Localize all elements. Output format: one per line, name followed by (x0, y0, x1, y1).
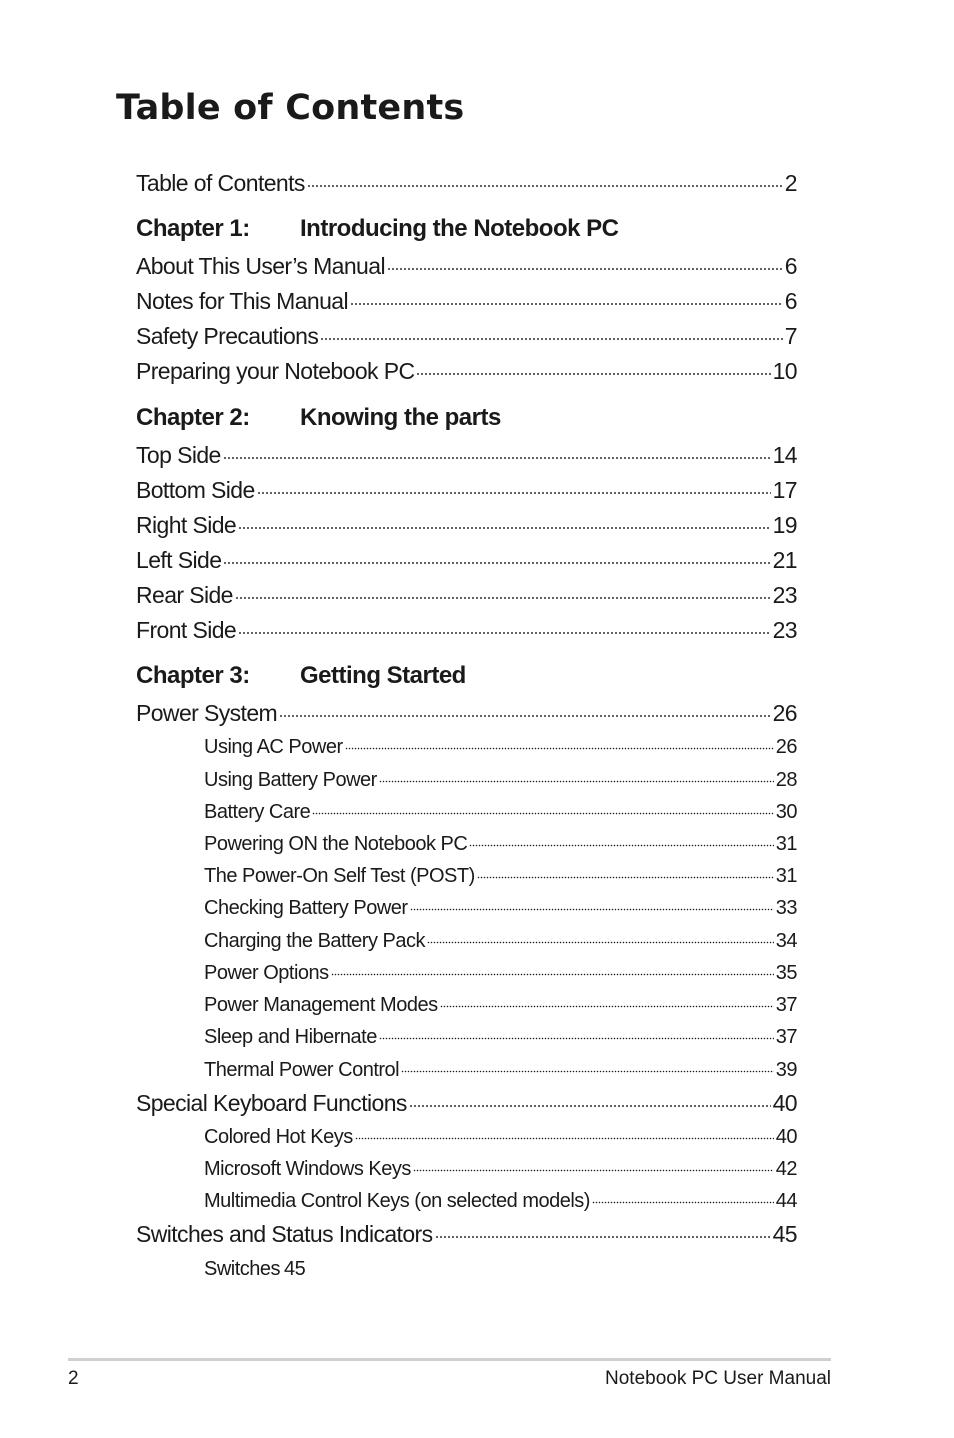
toc-subentry-label: Checking Battery Power (204, 897, 408, 919)
toc-subentry-page: 31 (775, 833, 797, 855)
toc-subentry-page: 34 (775, 930, 797, 952)
toc-entry-label: About This User’s Manual (136, 253, 385, 279)
toc-subentry[interactable] (204, 994, 797, 1017)
toc-entry-page: 19 (772, 512, 797, 538)
toc-subentry[interactable] (204, 1126, 797, 1149)
dot-leader (440, 1005, 774, 1008)
chapter-name: Getting Started (300, 662, 466, 689)
chapter-2-heading[interactable] (136, 404, 501, 432)
footer-page-number: 2 (68, 1368, 79, 1389)
chapter-name: Knowing the parts (300, 404, 501, 431)
chapter-name: Introducing the Notebook PC (300, 215, 619, 242)
toc-entry[interactable] (136, 323, 797, 350)
toc-entry[interactable] (136, 512, 797, 539)
toc-subentry-page: 28 (775, 769, 797, 791)
dot-leader (409, 1104, 771, 1108)
toc-entry-label: Bottom Side (136, 477, 255, 503)
toc-entry[interactable] (136, 582, 797, 609)
dot-leader (223, 456, 771, 460)
chapter-1-heading[interactable] (136, 215, 618, 243)
toc-entry-page: 21 (772, 547, 797, 573)
toc-entry-page: 6 (784, 253, 797, 279)
toc-subentry[interactable] (204, 865, 797, 888)
toc-subentry[interactable] (204, 1258, 305, 1281)
dot-leader (257, 491, 771, 495)
chapter-number: Chapter 3: (136, 662, 250, 689)
dot-leader (477, 876, 774, 879)
footer-divider (68, 1358, 831, 1361)
toc-subentry-page: 33 (775, 897, 797, 919)
toc-subentry[interactable] (204, 1190, 797, 1213)
dot-leader (307, 184, 783, 188)
dot-leader (238, 526, 770, 530)
toc-subentry[interactable] (204, 1059, 797, 1082)
chapter-3-heading[interactable] (136, 662, 466, 690)
toc-entry-label: Special Keyboard Functions (136, 1090, 407, 1116)
toc-subentry-page: 45 (284, 1258, 306, 1280)
dot-leader (350, 302, 783, 306)
dot-leader (355, 1137, 774, 1140)
toc-subentry-page: 31 (775, 865, 797, 887)
toc-subentry-label: Using Battery Power (204, 769, 377, 791)
toc-subentry-label: Power Options (204, 962, 329, 984)
dot-leader (238, 631, 771, 635)
toc-entry[interactable] (136, 253, 797, 280)
toc-subentry-page: 30 (775, 801, 797, 823)
dot-leader (401, 1070, 774, 1073)
toc-subentry[interactable] (204, 801, 797, 824)
toc-subentry-page: 37 (775, 994, 797, 1016)
toc-subentry[interactable] (204, 897, 797, 920)
page-title: Table of Contents (116, 88, 465, 128)
toc-entry-power-system[interactable] (136, 700, 797, 727)
dot-leader (320, 337, 783, 341)
toc-entry[interactable] (136, 442, 797, 469)
toc-entry-page: 45 (772, 1221, 797, 1247)
toc-entry-label: Front Side (136, 617, 237, 643)
toc-entry-label: Left Side (136, 547, 222, 573)
toc-subentry[interactable] (204, 769, 797, 792)
dot-leader (379, 780, 774, 783)
toc-subentry-label: Battery Care (204, 801, 311, 823)
dot-leader (279, 714, 771, 718)
toc-entry-page: 10 (772, 358, 797, 384)
toc-entry-switches-and-status-indicators[interactable] (136, 1221, 797, 1248)
toc-entry-label: Notes for This Manual (136, 288, 348, 314)
dot-leader (410, 908, 774, 911)
footer-manual-title: Notebook PC User Manual (605, 1368, 831, 1389)
toc-subentry[interactable] (204, 736, 797, 759)
toc-entry-label: Rear Side (136, 582, 233, 608)
chapter-number: Chapter 1: (136, 215, 250, 242)
toc-subentry[interactable] (204, 833, 797, 856)
dot-leader (345, 747, 774, 750)
chapter-number: Chapter 2: (136, 404, 250, 431)
dot-leader (592, 1201, 774, 1204)
toc-entry[interactable] (136, 288, 797, 315)
toc-entry-page: 23 (772, 617, 797, 643)
toc-subentry-label: Colored Hot Keys (204, 1126, 353, 1148)
toc-subentry-label: Multimedia Control Keys (on selected models) (204, 1190, 590, 1212)
toc-entry-special-keyboard-functions[interactable] (136, 1090, 797, 1117)
toc-subentry-label: Using AC Power (204, 736, 343, 758)
toc-subentry-page: 35 (775, 962, 797, 984)
toc-entry[interactable] (136, 547, 797, 574)
dot-leader (387, 267, 783, 271)
toc-entry-page: 23 (772, 582, 797, 608)
dot-leader (331, 973, 774, 976)
dot-leader (379, 1037, 774, 1040)
toc-subentry[interactable] (204, 962, 797, 985)
toc-entry-table-of-contents[interactable] (136, 170, 797, 197)
dot-leader (435, 1235, 771, 1239)
toc-entry-page: 6 (784, 288, 797, 314)
toc-entry-label: Switches and Status Indicators (136, 1221, 433, 1247)
dot-leader (312, 812, 773, 815)
toc-subentry-page: 40 (775, 1126, 797, 1148)
toc-entry-label: Right Side (136, 512, 237, 538)
dot-leader (416, 372, 770, 376)
dot-leader (469, 844, 773, 847)
toc-entry-label: Power System (136, 700, 278, 726)
toc-subentry-page: 44 (775, 1190, 797, 1212)
toc-subentry[interactable] (204, 1026, 797, 1049)
toc-subentry[interactable] (204, 1158, 797, 1181)
dot-leader (235, 596, 771, 600)
toc-subentry-label: The Power-On Self Test (POST) (204, 865, 475, 887)
toc-subentry-label: Sleep and Hibernate (204, 1026, 377, 1048)
toc-subentry-page: 37 (775, 1026, 797, 1048)
dot-leader (427, 941, 774, 944)
toc-entry[interactable] (136, 617, 797, 644)
toc-entry-page: 40 (772, 1090, 797, 1116)
toc-entry-label: Preparing your Notebook PC (136, 358, 415, 384)
toc-subentry[interactable] (204, 930, 797, 953)
toc-entry-page: 17 (772, 477, 797, 503)
toc-subentry-label: Power Management Modes (204, 994, 438, 1016)
toc-subentry-page: 42 (775, 1158, 797, 1180)
toc-subentry-label: Microsoft Windows Keys (204, 1158, 411, 1180)
toc-subentry-page: 39 (775, 1059, 797, 1081)
toc-entry-page: 26 (772, 700, 797, 726)
toc-entry-label: Safety Precautions (136, 323, 319, 349)
toc-subentry-label: Charging the Battery Pack (204, 930, 425, 952)
toc-entry-label: Table of Contents (136, 170, 305, 196)
toc-entry-page: 2 (784, 170, 797, 196)
dot-leader (413, 1169, 774, 1172)
toc-subentry-label: Powering ON the Notebook PC (204, 833, 468, 855)
toc-entry-page: 7 (784, 323, 797, 349)
toc-subentry-label: Switches (204, 1258, 281, 1280)
toc-entry[interactable] (136, 477, 797, 504)
dot-leader (223, 561, 770, 565)
toc-entry[interactable] (136, 358, 797, 385)
toc-entry-page: 14 (772, 442, 797, 468)
toc-entry-label: Top Side (136, 442, 221, 468)
toc-subentry-label: Thermal Power Control (204, 1059, 400, 1081)
toc-subentry-page: 26 (775, 736, 797, 758)
